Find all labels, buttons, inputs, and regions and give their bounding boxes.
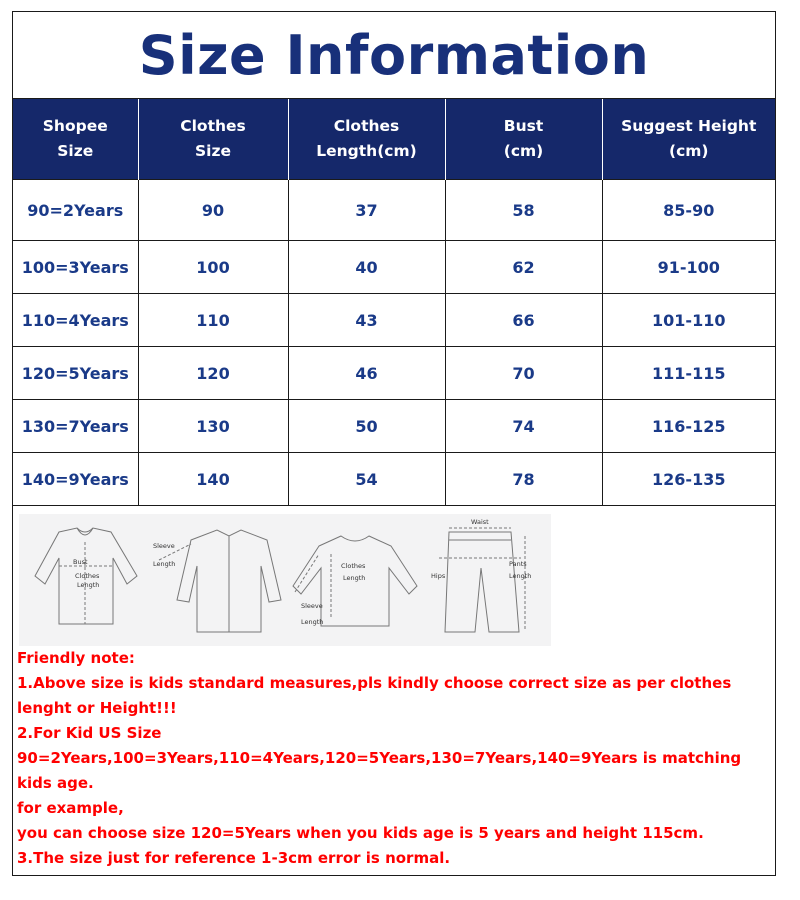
cell-suggest-height: 101-110 (602, 294, 775, 347)
page-title: Size Information (138, 23, 650, 87)
measurement-illustration (13, 505, 775, 646)
cell-bust: 66 (445, 294, 602, 347)
cell-clothes-length: 43 (288, 294, 445, 347)
table-row (13, 241, 775, 294)
cell-suggest-height: 85-90 (602, 180, 775, 241)
sleeve-label-1: Sleeve (153, 542, 175, 550)
table-row (13, 453, 775, 506)
table-row (13, 400, 775, 453)
header-shopee-size: Shopee Size (13, 99, 138, 180)
cell-clothes-size: 100 (138, 241, 288, 294)
clothes-length-label-4: Length (343, 574, 366, 582)
note-line: lenght or Height!!! (17, 699, 177, 717)
cell-clothes-length: 50 (288, 400, 445, 453)
size-chart-sheet (12, 11, 776, 876)
cell-bust: 74 (445, 400, 602, 453)
note-line: kids age. (17, 774, 94, 792)
cell-shopee-size: 130=7Years (13, 400, 138, 453)
friendly-notes (13, 646, 775, 871)
pants-length-label-1: Pants (509, 560, 527, 568)
hips-label: Hips (431, 572, 446, 580)
header-suggest-height: Suggest Height (cm) (602, 99, 775, 180)
cell-suggest-height: 111-115 (602, 347, 775, 400)
note-heading: Friendly note: (17, 649, 135, 667)
cell-bust: 78 (445, 453, 602, 506)
clothes-length-label-3: Clothes (341, 562, 366, 570)
note-line: for example, (17, 799, 124, 817)
waist-label: Waist (471, 518, 489, 526)
sleeve-label-4: Length (301, 618, 324, 626)
garment-diagrams (19, 514, 551, 646)
cell-shopee-size: 140=9Years (13, 453, 138, 506)
table-header-row (13, 99, 775, 180)
size-table (13, 99, 775, 505)
cell-clothes-size: 90 (138, 180, 288, 241)
sleeve-label-2: Length (153, 560, 176, 568)
cell-clothes-length: 46 (288, 347, 445, 400)
note-line: 1.Above size is kids standard measures,pls kindly choose correct size as per clothes (17, 674, 732, 692)
cell-bust: 58 (445, 180, 602, 241)
table-row (13, 180, 775, 241)
cell-shopee-size: 110=4Years (13, 294, 138, 347)
cell-clothes-length: 54 (288, 453, 445, 506)
pants-sketch (445, 532, 519, 632)
cell-shopee-size: 100=3Years (13, 241, 138, 294)
cell-clothes-size: 120 (138, 347, 288, 400)
cell-suggest-height: 126-135 (602, 453, 775, 506)
cell-suggest-height: 116-125 (602, 400, 775, 453)
cell-clothes-length: 40 (288, 241, 445, 294)
header-bust: Bust (cm) (445, 99, 602, 180)
title-bar (13, 12, 775, 99)
garment-sketches (19, 514, 551, 646)
header-clothes-length: Clothes Length(cm) (288, 99, 445, 180)
table-row (13, 347, 775, 400)
table-row (13, 294, 775, 347)
cell-clothes-size: 140 (138, 453, 288, 506)
header-clothes-size: Clothes Size (138, 99, 288, 180)
cell-clothes-size: 130 (138, 400, 288, 453)
cell-clothes-length: 37 (288, 180, 445, 241)
cell-bust: 62 (445, 241, 602, 294)
cell-clothes-size: 110 (138, 294, 288, 347)
cell-suggest-height: 91-100 (602, 241, 775, 294)
note-line: 3.The size just for reference 1-3cm error is normal. (17, 849, 451, 867)
note-line: 90=2Years,100=3Years,110=4Years,120=5Years,130=7Years,140=9Years is matching (17, 749, 742, 767)
cell-bust: 70 (445, 347, 602, 400)
clothes-length-label-2: Length (77, 581, 100, 589)
clothes-length-label-1: Clothes (75, 572, 100, 580)
note-line: you can choose size 120=5Years when you kids age is 5 years and height 115cm. (17, 824, 704, 842)
note-line: 2.For Kid US Size (17, 724, 162, 742)
bust-label: Bust (73, 558, 88, 566)
cell-shopee-size: 120=5Years (13, 347, 138, 400)
sleeve-label-3: Sleeve (301, 602, 323, 610)
cell-shopee-size: 90=2Years (13, 180, 138, 241)
pants-length-label-2: Length (509, 572, 532, 580)
